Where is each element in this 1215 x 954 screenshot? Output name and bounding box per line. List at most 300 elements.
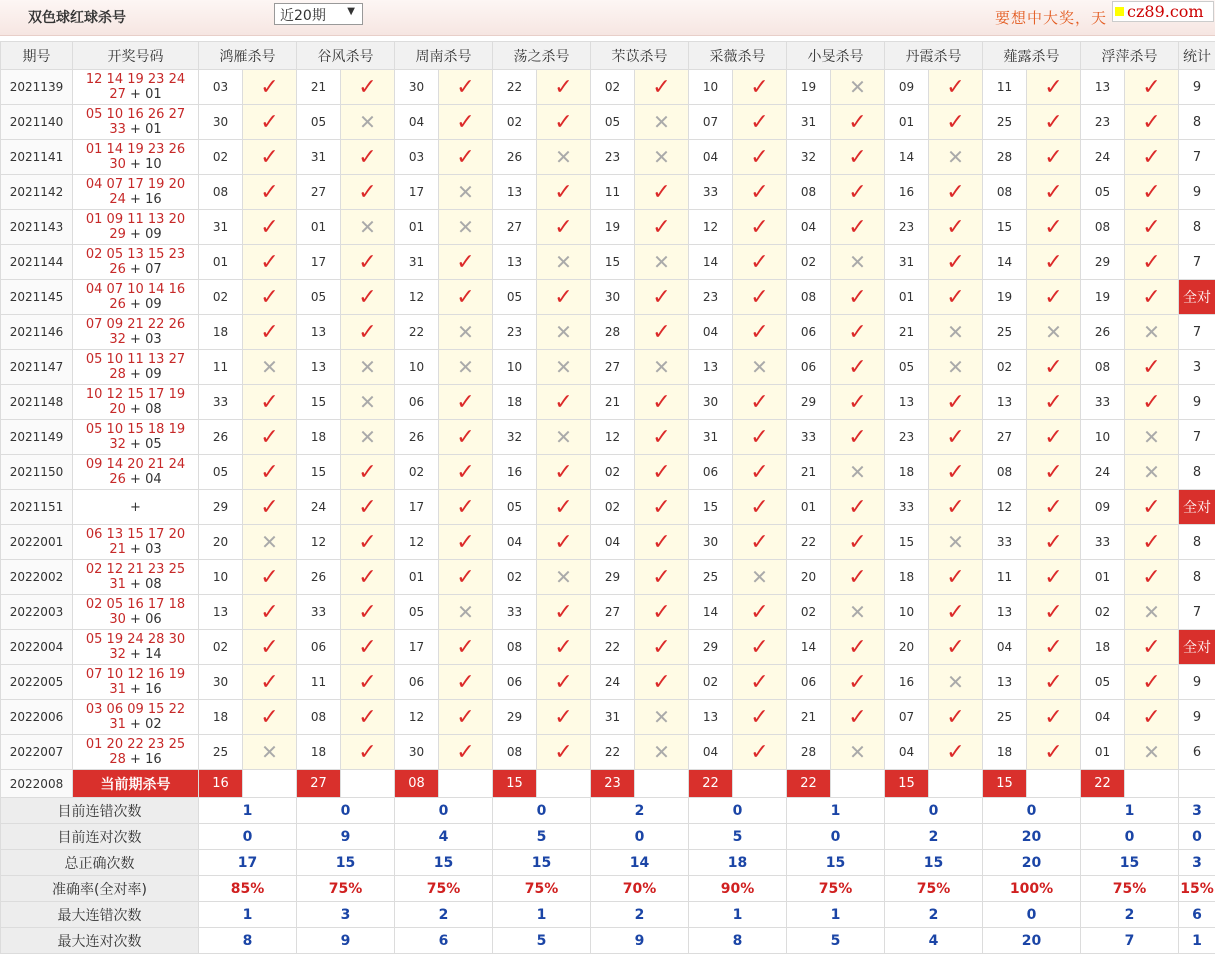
- draw-blue-ball: 03: [145, 542, 162, 557]
- kill-number-cell: 23: [689, 280, 733, 315]
- check-icon: ✓: [537, 700, 591, 735]
- check-icon: ✓: [831, 420, 885, 455]
- draw-line2: [73, 437, 198, 452]
- kill-number-cell: 16: [493, 455, 537, 490]
- period-cell: 2021140: [1, 105, 73, 140]
- kill-number-cell: 04: [983, 630, 1027, 665]
- check-icon: ✓: [243, 210, 297, 245]
- kill-number-cell: 24: [1081, 140, 1125, 175]
- summary-value: 9: [297, 928, 395, 954]
- cross-icon: ✕: [439, 315, 493, 350]
- table-row: [1, 455, 1215, 490]
- check-icon: ✓: [1027, 455, 1081, 490]
- check-icon: ✓: [1125, 140, 1179, 175]
- summary-value: 90%: [689, 876, 787, 902]
- kill-number-cell: 18: [493, 385, 537, 420]
- kill-number-cell: 02: [983, 350, 1027, 385]
- kill-number-cell: 28: [787, 735, 831, 770]
- period-cell: 2021150: [1, 455, 73, 490]
- kill-number-cell: 08: [787, 280, 831, 315]
- current-kill-row: [1, 770, 1215, 798]
- check-icon: ✓: [341, 245, 395, 280]
- current-kill-number: 22: [689, 770, 733, 798]
- kill-number-cell: 15: [885, 525, 929, 560]
- stat-cell: 9: [1179, 665, 1215, 700]
- column-header: 丹霞杀号: [885, 42, 983, 70]
- check-icon: ✓: [929, 455, 983, 490]
- kill-number-cell: 24: [297, 490, 341, 525]
- kill-number-cell: 27: [591, 350, 635, 385]
- summary-value: 4: [395, 824, 493, 850]
- cross-icon: ✕: [635, 245, 689, 280]
- check-icon: ✓: [733, 280, 787, 315]
- kill-number-cell: 33: [297, 595, 341, 630]
- draw-blue-ball: 07: [145, 262, 162, 277]
- summary-value: 75%: [787, 876, 885, 902]
- table-row: [1, 210, 1215, 245]
- check-icon: ✓: [341, 140, 395, 175]
- kill-number-cell: 04: [689, 735, 733, 770]
- check-icon: ✓: [831, 560, 885, 595]
- check-icon: ✓: [1125, 630, 1179, 665]
- kill-number-cell: 31: [199, 210, 243, 245]
- stat-cell: 9: [1179, 70, 1215, 105]
- kill-number-cell: 32: [493, 420, 537, 455]
- check-icon: ✓: [929, 420, 983, 455]
- draw-red-line1: 05 10 15 18 19: [73, 422, 198, 437]
- period-range-select[interactable]: [274, 3, 363, 25]
- kill-number-cell: 31: [395, 245, 439, 280]
- kill-number-cell: 29: [689, 630, 733, 665]
- cross-icon: ✕: [733, 350, 787, 385]
- check-icon: ✓: [635, 595, 689, 630]
- cross-icon: ✕: [635, 140, 689, 175]
- kill-number-cell: 11: [591, 175, 635, 210]
- kill-number-cell: 21: [787, 700, 831, 735]
- check-icon: ✓: [537, 280, 591, 315]
- plus-sign: +: [130, 227, 141, 242]
- kill-number-cell: 16: [885, 665, 929, 700]
- check-icon: ✓: [1125, 665, 1179, 700]
- plus-sign: +: [130, 367, 141, 382]
- plus-sign: +: [130, 262, 141, 277]
- check-icon: ✓: [1027, 140, 1081, 175]
- cross-icon: ✕: [439, 175, 493, 210]
- plus-sign: +: [130, 500, 141, 515]
- plus-sign: +: [130, 472, 141, 487]
- current-kill-number: 27: [297, 770, 341, 798]
- check-icon: ✓: [537, 595, 591, 630]
- summary-value: 15: [493, 850, 591, 876]
- kill-number-cell: 25: [689, 560, 733, 595]
- kill-number-cell: 10: [395, 350, 439, 385]
- column-header: 鸿雁杀号: [199, 42, 297, 70]
- draw-numbers-cell: [73, 210, 199, 245]
- summary-value: 0: [297, 798, 395, 824]
- draw-numbers-cell: [73, 70, 199, 105]
- kill-number-cell: 22: [591, 735, 635, 770]
- cross-icon: ✕: [831, 245, 885, 280]
- kill-number-cell: 23: [885, 420, 929, 455]
- summary-value: 6: [395, 928, 493, 954]
- kill-number-cell: 13: [493, 175, 537, 210]
- draw-red-last: 26: [109, 472, 126, 487]
- summary-value: 3: [1179, 798, 1215, 824]
- draw-line2: [73, 297, 198, 312]
- cross-icon: ✕: [635, 700, 689, 735]
- table-row: [1, 525, 1215, 560]
- check-icon: ✓: [1125, 70, 1179, 105]
- draw-blue-ball: 14: [145, 647, 162, 662]
- draw-blue-ball: 16: [145, 192, 162, 207]
- promo-text[interactable]: 要想中大奖，天: [995, 7, 1107, 28]
- summary-value: 0: [493, 798, 591, 824]
- check-icon: ✓: [831, 630, 885, 665]
- table-row: [1, 560, 1215, 595]
- kill-number-cell: 02: [199, 280, 243, 315]
- kill-number-cell: 12: [689, 210, 733, 245]
- draw-line2: [73, 87, 198, 102]
- summary-value: 5: [493, 824, 591, 850]
- cross-icon: ✕: [831, 595, 885, 630]
- draw-line2: [73, 402, 198, 417]
- kill-number-cell: 01: [885, 280, 929, 315]
- cross-icon: ✕: [1125, 735, 1179, 770]
- check-icon: ✓: [831, 525, 885, 560]
- kill-number-cell: 30: [395, 735, 439, 770]
- kill-number-cell: 28: [591, 315, 635, 350]
- stat-cell: 7: [1179, 595, 1215, 630]
- summary-value: 7: [1081, 928, 1179, 954]
- kill-number-cell: 17: [297, 245, 341, 280]
- draw-line2: [73, 500, 198, 515]
- check-icon: ✓: [439, 525, 493, 560]
- kill-number-cell: 30: [199, 105, 243, 140]
- kill-number-cell: 13: [493, 245, 537, 280]
- cross-icon: ✕: [1125, 420, 1179, 455]
- draw-line2: [73, 157, 198, 172]
- kill-number-cell: 04: [689, 140, 733, 175]
- kill-number-cell: 27: [983, 420, 1027, 455]
- cross-icon: ✕: [439, 210, 493, 245]
- kill-number-cell: 26: [199, 420, 243, 455]
- check-icon: ✓: [1125, 175, 1179, 210]
- draw-red-line1: 01 09 11 13 20: [73, 212, 198, 227]
- table-row: [1, 490, 1215, 525]
- period-cell: 2021139: [1, 70, 73, 105]
- check-icon: ✓: [1027, 630, 1081, 665]
- draw-numbers-cell: [73, 315, 199, 350]
- current-kill-number: 22: [787, 770, 831, 798]
- kill-number-cell: 02: [689, 665, 733, 700]
- check-icon: ✓: [243, 385, 297, 420]
- kill-number-cell: 11: [983, 560, 1027, 595]
- kill-number-cell: 26: [395, 420, 439, 455]
- check-icon: ✓: [1125, 490, 1179, 525]
- kill-number-cell: 17: [395, 175, 439, 210]
- cross-icon: ✕: [635, 105, 689, 140]
- stat-cell: 9: [1179, 385, 1215, 420]
- summary-value: 2: [591, 902, 689, 928]
- draw-line2: [73, 262, 198, 277]
- summary-value: 85%: [199, 876, 297, 902]
- kill-number-cell: 26: [297, 560, 341, 595]
- draw-red-last: 33: [109, 122, 126, 137]
- summary-value: 0: [983, 798, 1081, 824]
- kill-number-cell: 15: [591, 245, 635, 280]
- draw-line2: [73, 577, 198, 592]
- check-icon: ✓: [537, 735, 591, 770]
- check-icon: ✓: [243, 70, 297, 105]
- kill-number-cell: 22: [787, 525, 831, 560]
- kill-number-cell: 04: [395, 105, 439, 140]
- check-icon: ✓: [1125, 105, 1179, 140]
- summary-value: 20: [983, 824, 1081, 850]
- plus-sign: +: [130, 717, 141, 732]
- check-icon: ✓: [341, 315, 395, 350]
- summary-value: 0: [885, 798, 983, 824]
- summary-value: 4: [885, 928, 983, 954]
- check-icon: ✓: [341, 595, 395, 630]
- kill-number-cell: 01: [1081, 735, 1125, 770]
- check-icon: ✓: [1027, 595, 1081, 630]
- draw-line2: [73, 752, 198, 767]
- draw-red-last: 28: [109, 367, 126, 382]
- kill-number-cell: 05: [297, 105, 341, 140]
- summary-value: 15: [885, 850, 983, 876]
- cross-icon: ✕: [341, 210, 395, 245]
- empty-cell: [831, 770, 885, 798]
- check-icon: ✓: [537, 455, 591, 490]
- kill-number-cell: 02: [591, 455, 635, 490]
- draw-red-line1: 05 10 16 26 27: [73, 107, 198, 122]
- summary-value: 8: [689, 928, 787, 954]
- stat-cell: 8: [1179, 210, 1215, 245]
- kill-number-cell: 15: [983, 210, 1027, 245]
- draw-red-line1: 12 14 19 23 24: [73, 72, 198, 87]
- draw-line2: [73, 367, 198, 382]
- kill-number-cell: 13: [885, 385, 929, 420]
- cross-icon: ✕: [341, 420, 395, 455]
- draw-red-line1: 05 19 24 28 30: [73, 632, 198, 647]
- cross-icon: ✕: [439, 595, 493, 630]
- kill-number-cell: 19: [591, 210, 635, 245]
- table-row: [1, 735, 1215, 770]
- summary-value: 0: [787, 824, 885, 850]
- table-row: [1, 420, 1215, 455]
- kill-number-cell: 31: [297, 140, 341, 175]
- check-icon: ✓: [243, 280, 297, 315]
- kill-number-cell: 10: [199, 560, 243, 595]
- summary-value: 15: [1081, 850, 1179, 876]
- draw-line2: [73, 647, 198, 662]
- kill-number-cell: 06: [395, 385, 439, 420]
- draw-red-line1: 07 10 12 16 19: [73, 667, 198, 682]
- period-cell: 2021147: [1, 350, 73, 385]
- check-icon: ✓: [733, 315, 787, 350]
- check-icon: ✓: [733, 630, 787, 665]
- kill-number-cell: 19: [983, 280, 1027, 315]
- draw-red-last: 32: [109, 437, 126, 452]
- plus-sign: +: [130, 437, 141, 452]
- period-cell: 2022006: [1, 700, 73, 735]
- kill-number-cell: 29: [591, 560, 635, 595]
- kill-number-cell: 02: [493, 560, 537, 595]
- cross-icon: ✕: [341, 385, 395, 420]
- table-row: [1, 105, 1215, 140]
- kill-number-cell: 33: [885, 490, 929, 525]
- site-logo[interactable]: [1112, 1, 1214, 22]
- plus-sign: +: [130, 577, 141, 592]
- cross-icon: ✕: [1125, 455, 1179, 490]
- check-icon: ✓: [635, 490, 689, 525]
- check-icon: ✓: [537, 630, 591, 665]
- draw-red-line1: 06 13 15 17 20: [73, 527, 198, 542]
- check-icon: ✓: [439, 700, 493, 735]
- kill-number-cell: 08: [983, 455, 1027, 490]
- empty-cell: [243, 770, 297, 798]
- summary-row: [1, 798, 1215, 824]
- check-icon: ✓: [1027, 350, 1081, 385]
- page-title: 双色球红球杀号: [28, 7, 126, 27]
- check-icon: ✓: [341, 70, 395, 105]
- cross-icon: ✕: [635, 350, 689, 385]
- check-icon: ✓: [243, 455, 297, 490]
- empty-cell: [929, 770, 983, 798]
- check-icon: ✓: [929, 175, 983, 210]
- stat-cell: 8: [1179, 560, 1215, 595]
- summary-value: 1: [689, 902, 787, 928]
- draw-red-line1: 02 12 21 23 25: [73, 562, 198, 577]
- kill-number-cell: 18: [199, 700, 243, 735]
- kill-number-cell: 04: [493, 525, 537, 560]
- check-icon: ✓: [243, 595, 297, 630]
- check-icon: ✓: [1027, 665, 1081, 700]
- check-icon: ✓: [537, 385, 591, 420]
- table-row: [1, 350, 1215, 385]
- summary-value: 0: [1179, 824, 1215, 850]
- kill-number-cell: 28: [983, 140, 1027, 175]
- kill-number-cell: 25: [199, 735, 243, 770]
- kill-number-cell: 30: [689, 525, 733, 560]
- draw-red-last: 31: [109, 682, 126, 697]
- kill-number-cell: 25: [983, 700, 1027, 735]
- check-icon: ✓: [243, 105, 297, 140]
- kill-number-cell: 05: [297, 280, 341, 315]
- check-icon: ✓: [635, 315, 689, 350]
- check-icon: ✓: [733, 735, 787, 770]
- draw-numbers-cell: [73, 455, 199, 490]
- summary-value: 15: [297, 850, 395, 876]
- kill-number-cell: 31: [591, 700, 635, 735]
- check-icon: ✓: [1027, 385, 1081, 420]
- cross-icon: ✕: [537, 315, 591, 350]
- kill-number-cell: 10: [885, 595, 929, 630]
- check-icon: ✓: [929, 630, 983, 665]
- kill-number-cell: 01: [395, 560, 439, 595]
- check-icon: ✓: [243, 665, 297, 700]
- draw-blue-ball: 09: [145, 367, 162, 382]
- summary-row: [1, 824, 1215, 850]
- summary-value: 1: [787, 902, 885, 928]
- check-icon: ✓: [1027, 70, 1081, 105]
- kill-number-cell: 04: [885, 735, 929, 770]
- empty-cell: [1027, 770, 1081, 798]
- check-icon: ✓: [831, 490, 885, 525]
- kill-number-cell: 04: [1081, 700, 1125, 735]
- kill-number-cell: 13: [297, 350, 341, 385]
- summary-value: 75%: [297, 876, 395, 902]
- kill-number-cell: 33: [1081, 525, 1125, 560]
- kill-number-cell: 16: [885, 175, 929, 210]
- kill-number-cell: 02: [199, 140, 243, 175]
- check-icon: ✓: [341, 525, 395, 560]
- empty-cell: [733, 770, 787, 798]
- kill-number-cell: 14: [689, 595, 733, 630]
- cross-icon: ✕: [1125, 595, 1179, 630]
- draw-line2: [73, 542, 198, 557]
- kill-number-cell: 22: [493, 70, 537, 105]
- check-icon: ✓: [341, 700, 395, 735]
- check-icon: ✓: [243, 315, 297, 350]
- kill-number-cell: 02: [395, 455, 439, 490]
- kill-number-cell: 21: [787, 455, 831, 490]
- cross-icon: ✕: [243, 735, 297, 770]
- kill-number-cell: 12: [395, 700, 439, 735]
- kill-number-cell: 11: [297, 665, 341, 700]
- summary-value: 75%: [493, 876, 591, 902]
- draw-line2: [73, 682, 198, 697]
- logo-text: cz89.com: [1127, 2, 1204, 21]
- draw-line2: [73, 717, 198, 732]
- check-icon: ✓: [1125, 560, 1179, 595]
- check-icon: ✓: [635, 665, 689, 700]
- kill-number-cell: 03: [395, 140, 439, 175]
- check-icon: ✓: [831, 105, 885, 140]
- kill-number-cell: 01: [885, 105, 929, 140]
- draw-numbers-cell: [73, 350, 199, 385]
- summary-label: 目前连对次数: [1, 824, 199, 850]
- kill-number-cell: 18: [1081, 630, 1125, 665]
- draw-red-last: 28: [109, 752, 126, 767]
- check-icon: ✓: [1027, 105, 1081, 140]
- period-cell: 2021149: [1, 420, 73, 455]
- check-icon: ✓: [1027, 560, 1081, 595]
- draw-red-line1: 04 07 17 19 20: [73, 177, 198, 192]
- kill-number-cell: 23: [1081, 105, 1125, 140]
- kill-number-cell: 12: [297, 525, 341, 560]
- plus-sign: +: [130, 297, 141, 312]
- kill-number-cell: 15: [297, 385, 341, 420]
- check-icon: ✓: [733, 70, 787, 105]
- summary-value: 3: [1179, 850, 1215, 876]
- check-icon: ✓: [635, 525, 689, 560]
- draw-numbers-cell: [73, 700, 199, 735]
- plus-sign: +: [130, 612, 141, 627]
- stat-cell: 9: [1179, 175, 1215, 210]
- cross-icon: ✕: [929, 525, 983, 560]
- period-cell: 2021145: [1, 280, 73, 315]
- cross-icon: ✕: [831, 735, 885, 770]
- check-icon: ✓: [635, 455, 689, 490]
- kill-number-cell: 24: [591, 665, 635, 700]
- kill-number-cell: 23: [885, 210, 929, 245]
- kill-number-cell: 05: [591, 105, 635, 140]
- kill-number-cell: 12: [591, 420, 635, 455]
- cross-icon: ✕: [537, 420, 591, 455]
- empty-cell: [439, 770, 493, 798]
- kill-number-cell: 29: [493, 700, 537, 735]
